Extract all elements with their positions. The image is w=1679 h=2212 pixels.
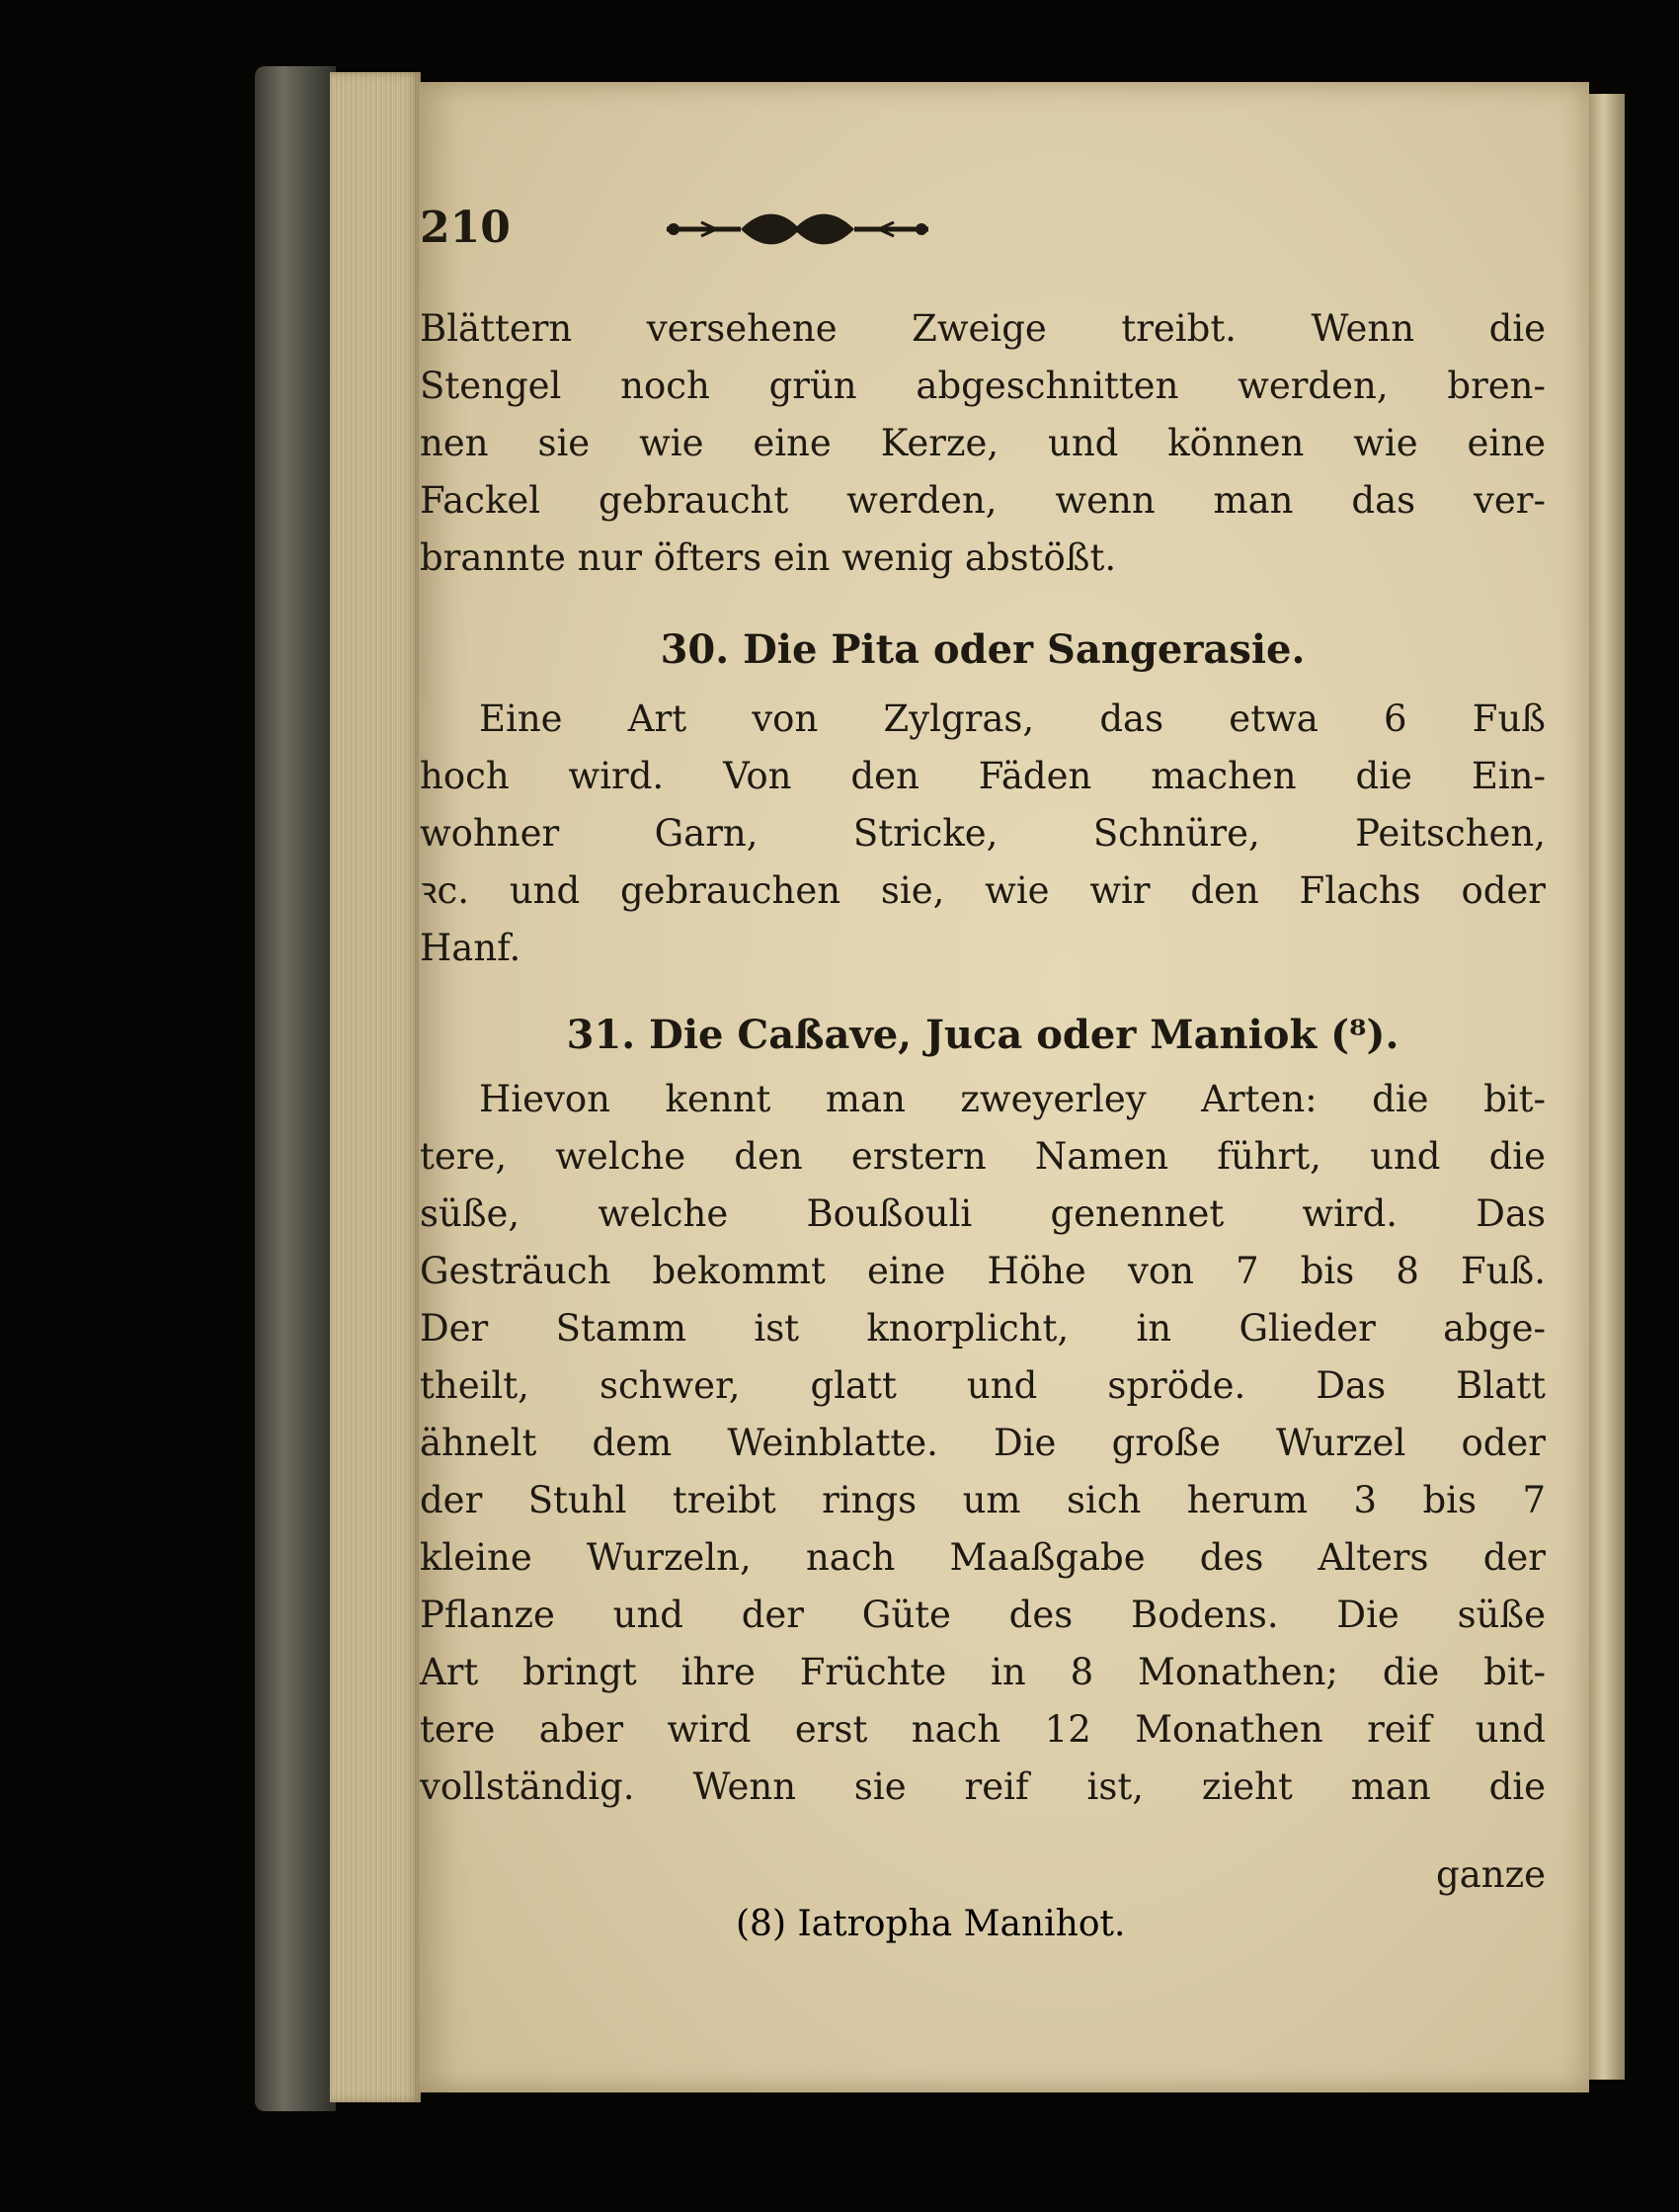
page-edges-right [1589,94,1625,2080]
text-line: tere aber wird erst nach 12 Monathen reif und [420,1708,1546,1751]
text-line: Blättern versehene Zweige treibt. Wenn die [420,307,1546,350]
text-line: Der Stamm ist knorplicht, in Glieder abge- [420,1307,1546,1350]
text-line: Pflanze und der Güte des Bodens. Die süße [420,1594,1546,1636]
section-heading: 31. Die Caßave, Juca oder Maniok (⁸). [566,1012,1399,1058]
text-line: Stengel noch grün abgeschnitten werden, bren- [420,365,1546,407]
text-line: wohner Garn, Stricke, Schnüre, Peitschen, [420,812,1546,855]
section-heading: 30. Die Pita oder Sangerasie. [660,626,1306,673]
footnote: (8) Iatropha Manihot. [736,1904,1126,1944]
page-edges-left [330,72,421,2102]
page-header [420,203,1546,262]
printer-ornament-vignette-icon [662,205,933,254]
text-line: brannte nur öfters ein wenig abstößt. [420,536,1117,579]
page-number: 210 [420,203,511,253]
book-cover-spine [255,66,336,2111]
text-line: kleine Wurzeln, nach Maaßgabe des Alters der [420,1536,1546,1579]
text-line: Gesträuch bekommt eine Höhe von 7 bis 8 Fuß. [420,1250,1546,1292]
text-line: der Stuhl treibt rings um sich herum 3 bis 7 [420,1479,1546,1521]
text-line: nen sie wie eine Kerze, und können wie eine [420,422,1546,464]
text-line: hoch wird. Von den Fäden machen die Ein- [420,755,1546,797]
text-line: tere, welche den erstern Namen führt, und die [420,1135,1546,1178]
text-line: Eine Art von Zylgras, das etwa 6 Fuß [479,697,1546,740]
text-line: Hievon kennt man zweyerley Arten: die bit- [479,1078,1546,1120]
text-line: Art bringt ihre Früchte in 8 Monathen; die bit- [420,1651,1546,1693]
text-line: Hanf. [420,927,521,969]
text-line: theilt, schwer, glatt und spröde. Das Blatt [420,1364,1546,1407]
text-line: Fackel gebraucht werden, wenn man das ver- [420,479,1546,522]
catchword: ganze [1436,1853,1546,1896]
text-line: ähnelt dem Weinblatte. Die große Wurzel oder [420,1422,1546,1464]
text-line: ꝛc. und gebrauchen sie, wie wir den Flachs oder [420,869,1546,912]
text-line: vollständig. Wenn sie reif ist, zieht man die [420,1765,1546,1808]
text-line: süße, welche Boußouli genennet wird. Das [420,1192,1546,1235]
